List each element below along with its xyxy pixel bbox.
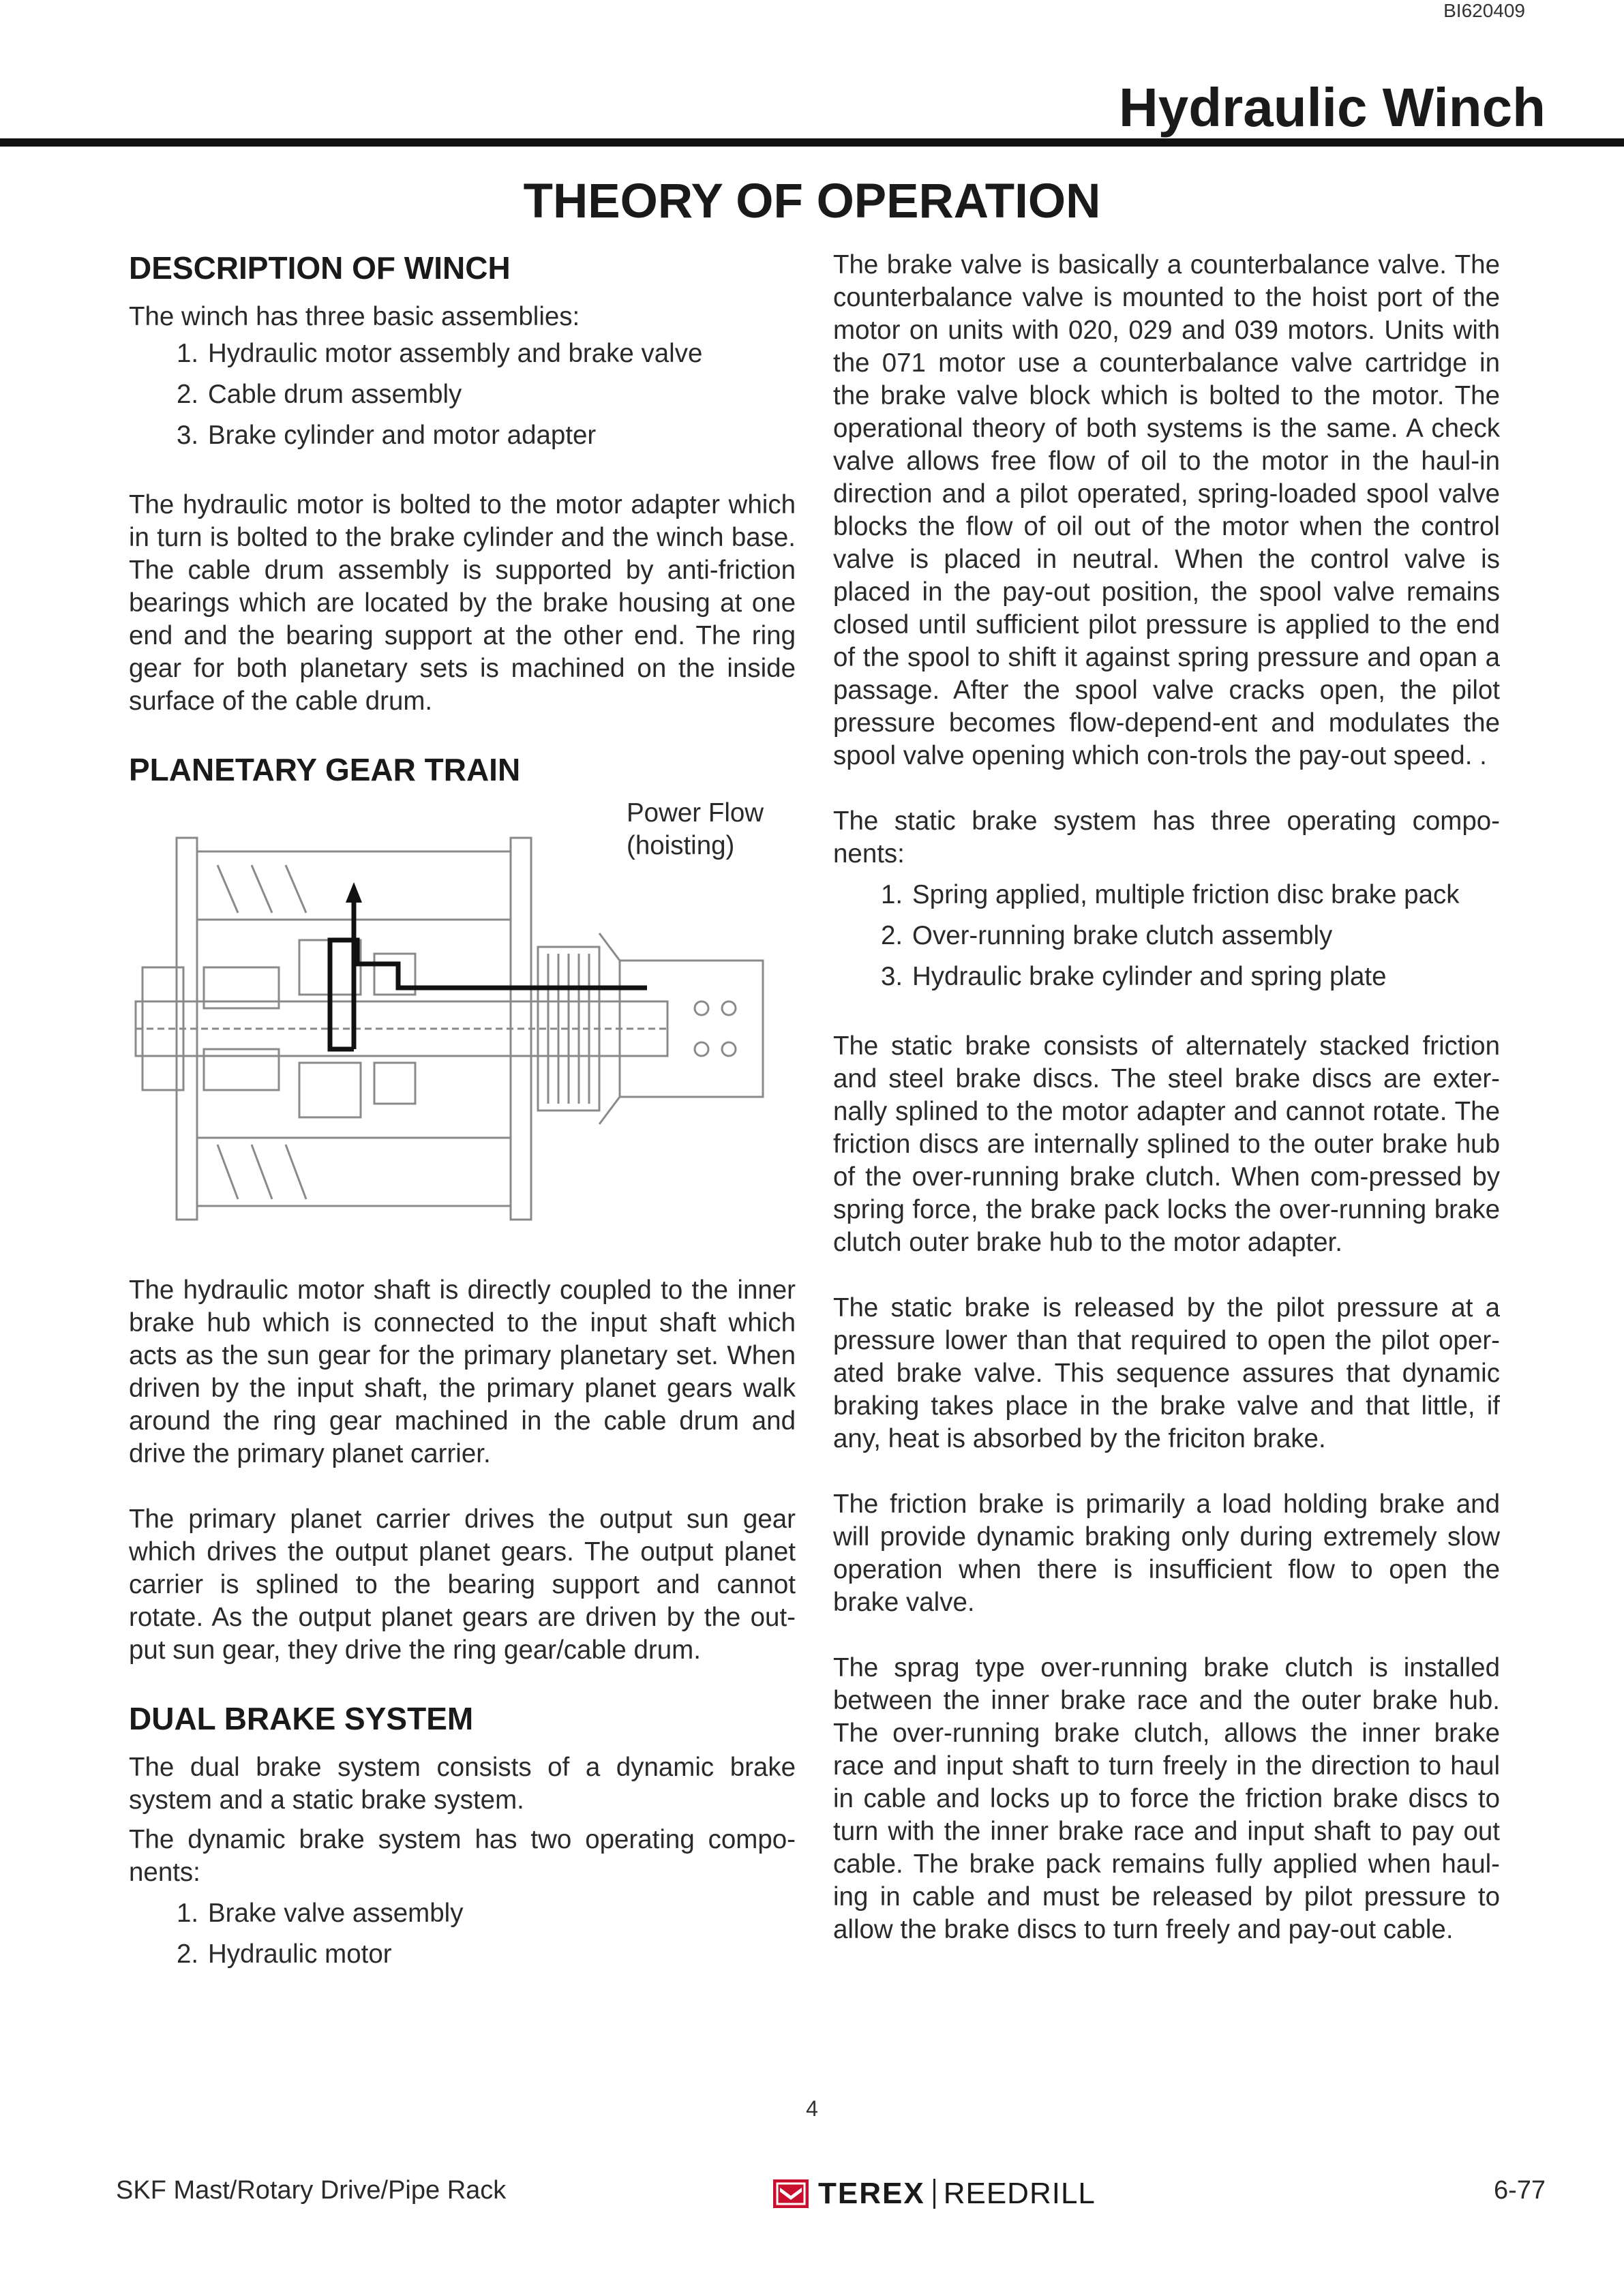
arrow-head-icon xyxy=(346,882,362,903)
document-id: BI620409 xyxy=(1443,0,1525,21)
figure-caption: Power Flow (hoisting) xyxy=(627,798,764,860)
paragraph-friction: The friction brake is primarily a load holding brake and will provide dynamic braking only during extremely slow operation when there is insufficient flow to open the brake valve. xyxy=(833,1490,1500,1617)
paragraph-sprag: The sprag type over-running brake clutch is installed between the inner brake race and the outer brake hub. The over-running brake clutch, allows the inner brake race and input shaft to turn freely in the direction to haul in cable and locks up to force the friction brake discs to turn with the inner brake race and input shaft to pay out cable. The brake pack remains fully applied when haul-ing in cable and must be released by pilot pressure to allow the brake discs to turn freely and pay-out cable. xyxy=(833,1653,1500,1944)
terex-reedrill-logo xyxy=(773,2175,1096,2213)
header-title: Hydraulic Winch xyxy=(1118,77,1546,138)
description-intro: The winch has three basic assemblies: xyxy=(129,302,580,331)
paragraph-static-released: The static brake is released by the pilot pressure at a pressure lower than that required to open the pilot oper-ated brake valve. This sequence assures that dynamic braking takes place in the brake valve and that little, if any, heat is absorbed by the friciton brake. xyxy=(833,1293,1500,1453)
footer-page-ref: 6-77 xyxy=(1493,2176,1546,2205)
paragraph-motor: The hydraulic motor is bolted to the motor adapter which in turn is bolted to the brake cylinder and the winch base. The cable drum assembly is supported by anti-friction bearings which are located by the brake housing at one end and the bearing support at the other end. The ring gear for both planetary sets is machined on the inside surface of the cable drum. xyxy=(129,490,796,716)
list-item: 1. Hydraulic motor assembly and brake valve xyxy=(177,339,703,368)
right-column xyxy=(833,249,1500,1979)
paragraph-static-intro: The static brake system has three operating compo-nents: xyxy=(833,806,1500,868)
list-item: 2. Over-running brake clutch assembly xyxy=(881,921,1333,950)
page-title: THEORY OF OPERATION xyxy=(523,175,1101,228)
header-rule xyxy=(0,138,1624,147)
static-components-list xyxy=(833,875,1500,997)
page-number: 4 xyxy=(806,2096,818,2121)
section-heading-description: DESCRIPTION OF WINCH xyxy=(129,250,511,286)
terex-logo-icon xyxy=(773,2179,809,2208)
paragraph-shaft: The hydraulic motor shaft is directly coupled to the inner brake hub which is connected to the input shaft which acts as the sun gear for the primary planetary set. When driven by the input shaft, the primary planet gears walk around the ring gear machined in the cable drum and drive the primary planet carrier. xyxy=(129,1275,796,1468)
section-heading-dual-brake: DUAL BRAKE SYSTEM xyxy=(129,1701,474,1736)
assemblies-list xyxy=(129,333,796,456)
dynamic-components-list xyxy=(129,1893,796,1975)
list-item: 1. Brake valve assembly xyxy=(177,1899,464,1928)
winch-cross-section-diagram xyxy=(129,797,796,1260)
list-item: 1. Spring applied, multiple friction disc brake pack xyxy=(881,880,1460,909)
paragraph-dual-2: The dynamic brake system has two operating compo-nents: xyxy=(129,1825,796,1887)
list-item: 3. Hydraulic brake cylinder and spring plate xyxy=(881,962,1387,991)
brand-sub-name: REEDRILL xyxy=(943,2177,1096,2210)
list-item: 3. Brake cylinder and motor adapter xyxy=(177,421,597,450)
paragraph-brake-valve: The brake valve is basically a counterbalance valve. The counterbalance valve is mounted to the hoist port of the motor on units with 020, 029 and 039 motors. Units with the 071 motor use a counterbalance valve cartridge in the brake valve block which is bolted to the motor. The operational theory of both systems is the same. A check valve allows free flow of oil to the motor in the haul-in direction and a pilot operated, spring-loaded spool valve blocks the flow of oil out of the motor when the control valve is placed in neutral. When the control valve is placed in the pay-out position, the spool valve remains closed until sufficient pilot pressure is applied to the end of the spool to shift it against spring pressure and opan a passage. After the spool valve cracks open, the pilot pressure becomes flow-depend-ent and modulates the spool valve opening which con-trols the pay-out speed. . xyxy=(833,250,1500,770)
list-item: 2. Cable drum assembly xyxy=(177,380,462,409)
paragraph-static-consists: The static brake consists of alternately stacked friction and steel brake discs. The steel brake discs are exter-nally splined to the motor adapter and cannot rotate. The friction discs are internally splined to the outer brake hub of the over-running brake clutch. When com-pressed by spring force, the brake pack locks the over-running brake clutch outer brake hub to the motor adapter. xyxy=(833,1031,1500,1257)
logo-divider xyxy=(933,2179,935,2209)
brand-name: TEREX xyxy=(818,2177,925,2210)
paragraph-carrier: The primary planet carrier drives the output sun gear which drives the output planet gears. The output planet carrier is splined to the bearing support and cannot rotate. As the output planet gears are driven by the out-put sun gear, they drive the ring gear/cable drum. xyxy=(129,1505,796,1665)
footer-manual-title: SKF Mast/Rotary Drive/Pipe Rack xyxy=(116,2176,507,2205)
paragraph-dual-1: The dual brake system consists of a dynamic brake system and a static brake system. xyxy=(129,1753,796,1815)
section-heading-planetary: PLANETARY GEAR TRAIN xyxy=(129,752,521,787)
list-item: 2. Hydraulic motor xyxy=(177,1939,392,1969)
power-flow-figure xyxy=(129,797,796,1260)
left-column xyxy=(129,249,796,2008)
